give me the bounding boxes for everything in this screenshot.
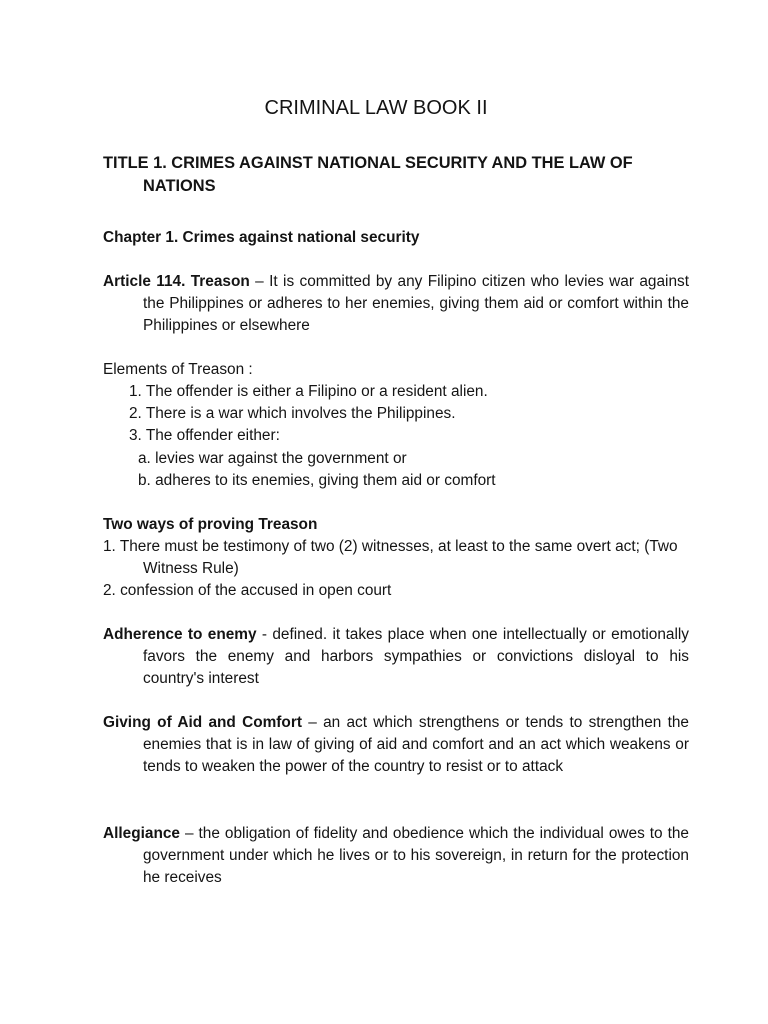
article-114-paragraph — [103, 271, 689, 338]
element-item-1: 1. The offender is either a Filipino or a resident alien. — [129, 383, 488, 400]
allegiance-text: – the obligation of fidelity and obedience which the individual owes to the government under which he lives or to his sovereign, in return for the protection he receives — [143, 825, 689, 887]
element-subitem-a: a. levies war against the government or — [138, 450, 407, 467]
title-1-heading — [103, 152, 663, 197]
adherence-term: Adherence to enemy — [103, 626, 257, 643]
title-1-line1: TITLE 1. CRIMES AGAINST NATIONAL SECURITY AND THE LAW OF — [103, 154, 633, 172]
element-item-3: 3. The offender either: — [129, 427, 280, 444]
element-subitem-b: b. adheres to its enemies, giving them aid or comfort — [138, 472, 496, 489]
proving-heading: Two ways of proving Treason — [103, 516, 318, 533]
aid-comfort-text: – an act which strengthens or tends to strengthen the enemies that is in law of giving of aid and comfort and an act which weakens or tends to weaken the power of the country to resist or to attack — [143, 714, 689, 776]
document-title: CRIMINAL LAW BOOK II — [264, 97, 488, 119]
aid-comfort-term: Giving of Aid and Comfort — [103, 714, 302, 731]
adherence-paragraph — [103, 624, 689, 691]
article-114-text: – It is committed by any Filipino citizen who levies war against the Philippines or adheres to her enemies, giving them aid or comfort within the Philippines or elsewhere — [143, 273, 689, 335]
elements-heading: Elements of Treason : — [103, 361, 253, 378]
element-item-2: 2. There is a war which involves the Philippines. — [129, 405, 456, 422]
chapter-1-heading: Chapter 1. Crimes against national security — [103, 229, 420, 246]
title-1-line2: NATIONS — [143, 176, 216, 195]
proving-item-2: 2. confession of the accused in open court — [103, 582, 392, 599]
adherence-text: - defined. it takes place when one intellectually or emotionally favors the enemy and harbors sympathies or convictions disloyal to his country's interest — [143, 626, 689, 688]
aid-comfort-paragraph — [103, 712, 689, 779]
proving-item-1: 1. There must be testimony of two (2) witnesses, at least to the same overt act; (Two Witness Rule) — [103, 538, 678, 578]
article-114-term: Article 114. Treason — [103, 273, 250, 290]
allegiance-term: Allegiance — [103, 825, 180, 842]
allegiance-paragraph — [103, 823, 689, 890]
